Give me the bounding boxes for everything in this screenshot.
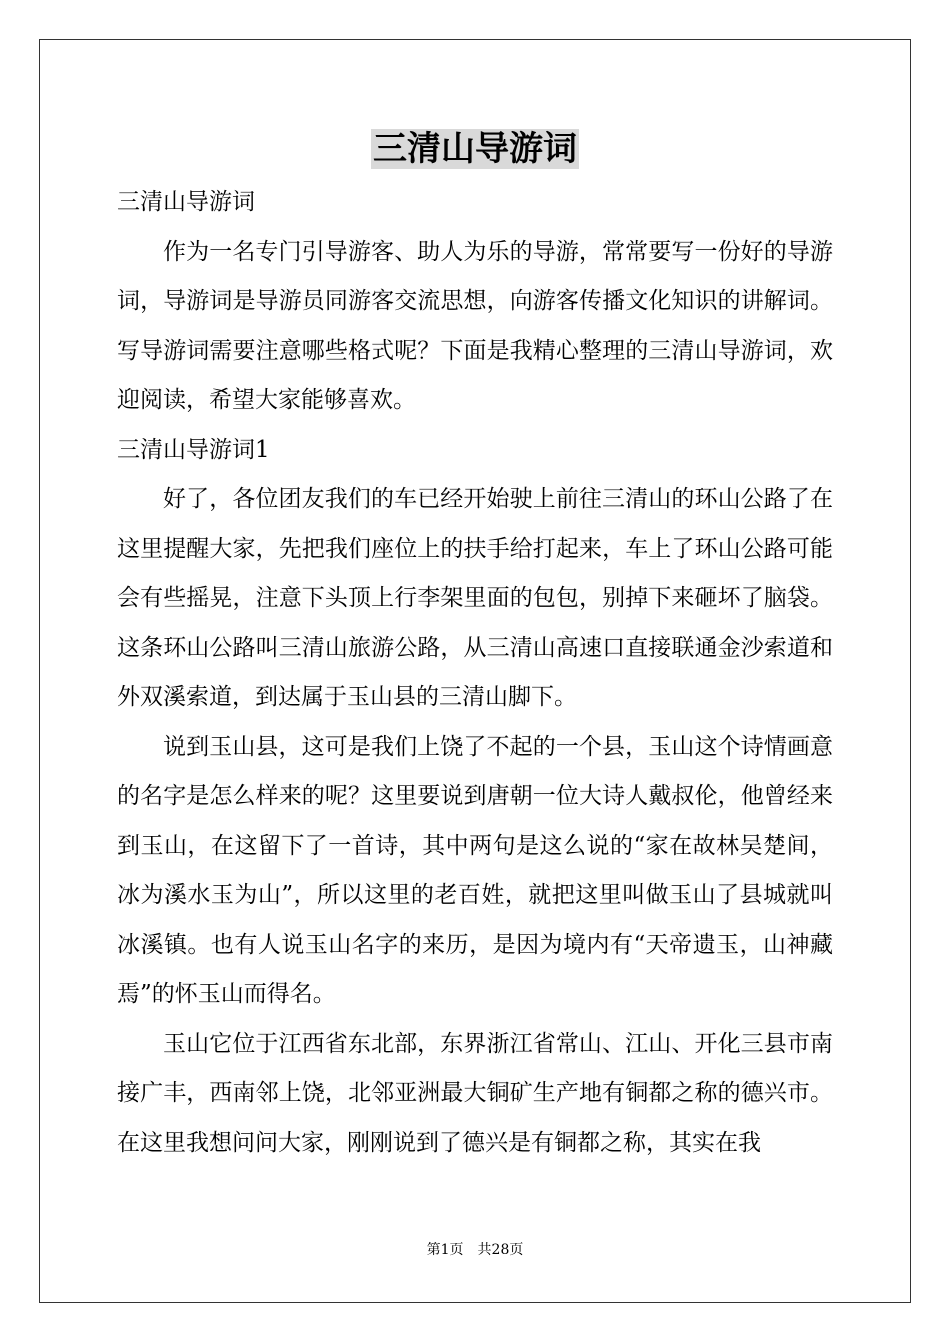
body-paragraph-2: 说到玉山县，这可是我们上饶了不起的一个县，玉山这个诗情画意的名字是怎么样来的呢？这里要说到唐朝一位大诗人戴叔伦，他曾经来到玉山，在这留下了一首诗，其中两句是这么说的“家在故林吴楚间，冰为溪水玉为山”，所以这里的老百姓，就把这里叫做玉山了县城就叫冰溪镇。也有人说玉山名字的来历，是因为境内有“天帝遗玉，山神藏焉”的怀玉山而得名。 — [117, 733, 833, 1007]
document-title-text: 三清山导游词 — [373, 129, 577, 169]
document-body — [117, 178, 833, 1168]
document-title — [0, 126, 950, 172]
intro-paragraph: 作为一名专门引导游客、助人为乐的导游，常常要写一份好的导游词，导游词是导游员同游客交流思想，向游客传播文化知识的讲解词。写导游词需要注意哪些格式呢？下面是我精心整理的三清山导游词，欢迎阅读，希望大家能够喜欢。 — [117, 238, 833, 413]
page-number-footer: 第1页 共28页 — [426, 1242, 524, 1258]
body-paragraph-3: 玉山它位于江西省东北部，东界浙江省常山、江山、开化三县市南接广丰，西南邻上饶，北邻亚洲最大铜矿生产地有铜都之称的德兴市。在这里我想问问大家，刚刚说到了德兴是有铜都之称，其实在我 — [117, 1030, 833, 1156]
body-paragraph-1: 好了，各位团友我们的车已经开始驶上前往三清山的环山公路了在这里提醒大家，先把我们座位上的扶手给打起来，车上了环山公路可能会有些摇晃，注意下头顶上行李架里面的包包，别掉下来砸坏了脑袋。这条环山公路叫三清山旅游公路，从三清山高速口直接联通金沙索道和外双溪索道，到达属于玉山县的三清山脚下。 — [117, 486, 833, 710]
intro-heading: 三清山导游词 — [117, 189, 255, 215]
section-heading-1: 三清山导游词1 — [117, 436, 270, 463]
